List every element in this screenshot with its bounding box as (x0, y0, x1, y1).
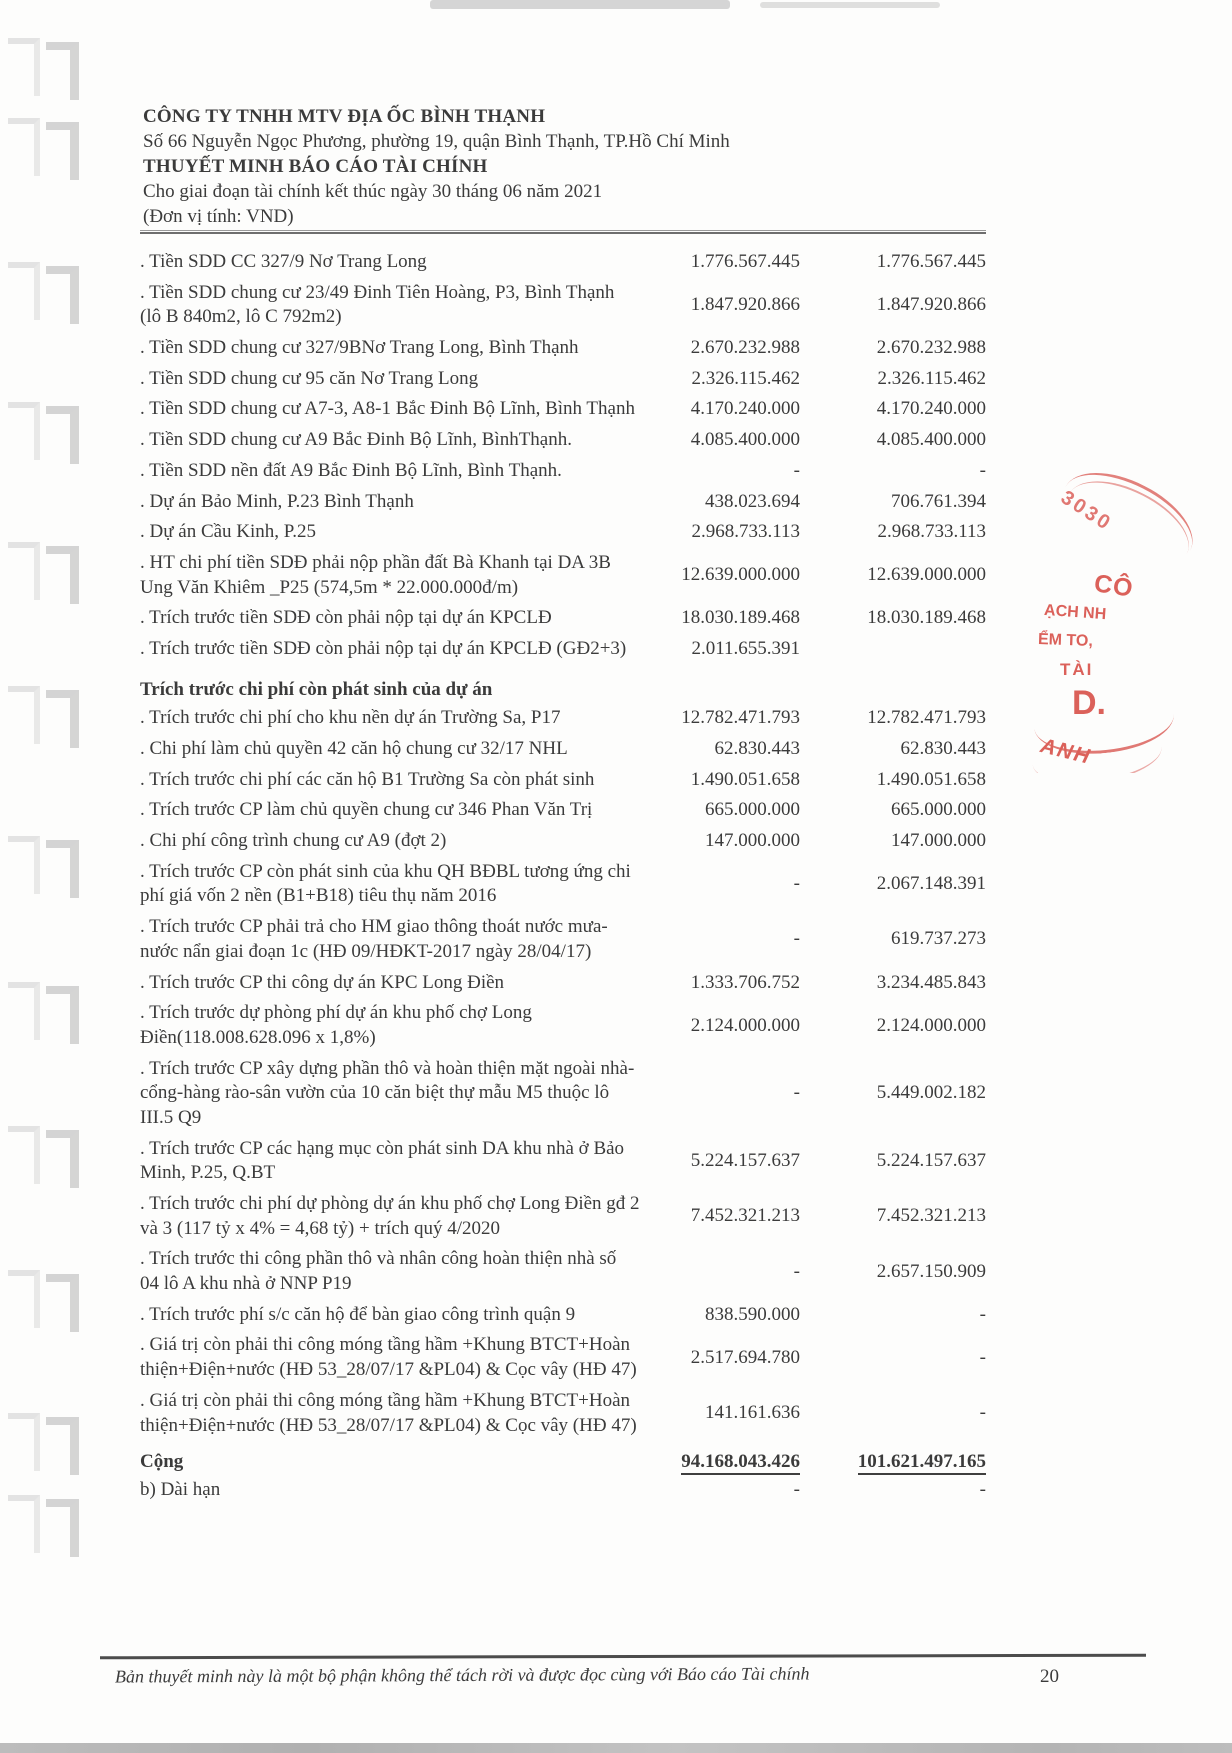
amount-col2: 62.830.443 (900, 738, 986, 759)
company-name: CÔNG TY TNHH MTV ĐỊA ỐC BÌNH THẠNH (143, 106, 546, 127)
amount-col2: 2.326.115.462 (877, 367, 986, 389)
row-label: . Tiền SDD nền đất A9 Bắc Đinh Bộ Lĩnh, Bình Thạnh. (140, 459, 562, 481)
amount-col2: 1.847.920.866 (876, 294, 986, 316)
stamp-text: 3030 (1056, 486, 1117, 536)
amount-col1: 12.782.471.793 (681, 707, 800, 729)
amount-col1: - (793, 459, 800, 481)
currency-unit: (Đơn vị tính: VND) (143, 206, 294, 227)
amount-col1: - (793, 1082, 800, 1104)
amount-col2: 7.452.321.213 (876, 1205, 986, 1227)
table-row (140, 703, 986, 734)
amount-col1: 2.968.733.113 (691, 521, 800, 543)
row-label: . Tiền SDD chung cư 327/9BNơ Trang Long, Bình Thạnh (140, 337, 579, 359)
amount-col2: 101.621.497.165 (800, 1450, 986, 1475)
amount-col1: 838.590.000 (705, 1303, 800, 1325)
table-row (140, 1244, 986, 1299)
row-label: . Trích trước phí s/c căn hộ để bàn giao công trình quận 9 (140, 1303, 576, 1325)
row-label: . Dự án Bảo Minh, P.23 Bình Thạnh (140, 490, 414, 512)
amount-col1: 4.170.240.000 (690, 398, 800, 420)
scan-smudge (760, 2, 940, 8)
table-row (140, 634, 986, 665)
amount-col2: 706.761.394 (891, 490, 986, 512)
row-label: . Dự án Cầu Kinh, P.25 (140, 521, 317, 543)
row-label: . Trích trước CP phải trả cho HM giao thông thoát nước mưa-nước nẩn giai đoạn 1c (HĐ 09/HĐKT-2017 ngày 28/04/17) (140, 916, 608, 962)
amount-col2: 2.657.150.909 (876, 1260, 986, 1282)
amount-col1: 4.085.400.000 (690, 429, 800, 451)
table-row (140, 247, 986, 278)
amount-col1: 1.333.706.752 (690, 971, 800, 993)
table-row (140, 826, 986, 857)
stamp-text: D. (1072, 684, 1106, 722)
red-audit-stamp (1032, 468, 1232, 773)
row-label: . Tiền SDD chung cư A9 Bắc Đinh Bộ Lĩnh, BìnhThạnh. (140, 429, 572, 451)
amount-col2: 619.737.273 (891, 928, 986, 950)
row-label: . Tiền SDD CC 327/9 Nơ Trang Long (140, 251, 427, 272)
stamp-text: CÔ (1092, 569, 1136, 603)
amount-col1: 2.326.115.462 (691, 367, 800, 389)
row-label: . Trích trước chi phí cho khu nền dự án Trường Sa, P17 (140, 707, 561, 729)
table-row (140, 765, 986, 796)
table-row (140, 278, 986, 333)
table-row (140, 1300, 986, 1331)
row-label: Cộng (140, 1451, 184, 1473)
amount-col1: - (793, 1478, 800, 1500)
row-label: . Chi phí làm chủ quyền 42 căn hộ chung cư 32/17 NHL (140, 738, 568, 759)
stamp-text: ỂM TO, (1037, 631, 1094, 650)
row-label: . Trích trước CP các hạng mục còn phát sinh DA khu nhà ở Bảo Minh, P.25, Q.BT (140, 1137, 625, 1184)
amount-col2: 2.670.232.988 (876, 337, 986, 359)
table-row (140, 1134, 986, 1189)
amount-col1: 62.830.443 (714, 738, 800, 759)
amount-col2: 2.968.733.113 (877, 521, 986, 543)
scan-edge-band (0, 1743, 1232, 1753)
amount-col1: 7.452.321.213 (690, 1205, 800, 1227)
amount-col2: - (979, 1346, 986, 1368)
amount-col1: 12.639.000.000 (681, 564, 800, 586)
amount-col1: 2.011.655.391 (691, 637, 800, 659)
table-row (140, 548, 986, 603)
report-title: THUYẾT MINH BÁO CÁO TÀI CHÍNH (143, 156, 488, 177)
table-row (140, 734, 986, 765)
row-label: . Tiền SDD chung cư 95 căn Nơ Trang Long (140, 367, 479, 389)
amount-col2: 2.067.148.391 (876, 873, 986, 895)
amount-col1: 1.776.567.445 (690, 251, 800, 272)
table-row (140, 394, 986, 425)
document-header (143, 104, 730, 229)
header-divider (140, 230, 986, 234)
amount-col2: 5.224.157.637 (876, 1149, 986, 1171)
row-label: . Tiền SDD chung cư A7-3, A8-1 Bắc Đinh Bộ Lĩnh, Bình Thạnh (140, 398, 635, 420)
table-row (140, 425, 986, 456)
amount-col2: - (979, 1303, 986, 1325)
table-row (140, 675, 986, 704)
amount-col2: 3.234.485.843 (876, 971, 986, 993)
table-row (140, 968, 986, 999)
amount-col1: 665.000.000 (705, 799, 800, 821)
table-row (140, 857, 986, 912)
table-row (140, 998, 986, 1053)
amount-col1: 1.847.920.866 (690, 294, 800, 316)
table-row (140, 795, 986, 826)
amount-col1: 141.161.636 (705, 1402, 800, 1424)
row-label: . Trích trước tiền SDĐ còn phải nộp tại dự án KPCLĐ (GĐ2+3) (140, 637, 627, 659)
amount-col2: - (979, 1402, 986, 1424)
row-label: . Trích trước dự phòng phí dự án khu phố chợ Long Điền(118.008.628.096 x 1,8%) (140, 1002, 532, 1048)
row-label: . Trích trước chi phí các căn hộ B1 Trường Sa còn phát sinh (140, 768, 595, 790)
amount-col2: 665.000.000 (891, 799, 986, 821)
amount-col2: 18.030.189.468 (867, 607, 986, 629)
table-row (140, 517, 986, 548)
table-row (140, 1447, 986, 1478)
footer-divider (100, 1654, 1146, 1660)
row-label: . Trích trước CP còn phát sinh của khu QH BĐBL tương ứng chi phí giá vốn 2 nền (B1+B18) tiêu thụ năm 2016 (140, 860, 631, 907)
table-row (140, 487, 986, 518)
row-label: . Giá trị còn phải thi công móng tầng hầm +Khung BTCT+Hoàn thiện+Điện+nước (HĐ 53_28/07/17 &PL04) & Cọc vây (HĐ 47) (140, 1389, 637, 1436)
amount-col2: 1.490.051.658 (876, 768, 986, 790)
row-label: b) Dài hạn (140, 1478, 221, 1500)
row-label: . Trích trước CP thi công dự án KPC Long Điền (140, 971, 505, 993)
amount-col1: - (793, 928, 800, 950)
row-label: . Trích trước tiền SDĐ còn phải nộp tại dự án KPCLĐ (140, 607, 552, 629)
row-label: . Giá trị còn phải thi công móng tầng hầm +Khung BTCT+Hoàn thiện+Điện+nước (HĐ 53_28/07/17 &PL04) & Cọc vây (HĐ 47) (140, 1334, 637, 1381)
footer-note: Bản thuyết minh này là một bộ phận không thể tách rời và được đọc cùng với Báo cáo Tài chính (114, 1663, 810, 1687)
amount-col1: 5.224.157.637 (690, 1149, 800, 1171)
report-period: Cho giai đoạn tài chính kết thúc ngày 30 tháng 06 năm 2021 (143, 181, 603, 202)
amount-col2: 12.639.000.000 (867, 564, 986, 586)
row-label: . Trích trước chi phí dự phòng dự án khu phố chợ Long Điền gđ 2 và 3 (117 tỷ x 4% = 4,68 tỷ) + trích quý 4/2020 (140, 1193, 640, 1239)
amount-col1: - (793, 1260, 800, 1282)
row-label: . Trích trước thi công phần thô và nhân công hoàn thiện nhà số 04 lô A khu nhà ở NNP P19 (140, 1248, 617, 1295)
stamp-text: ANH (1038, 734, 1094, 769)
notes-table (140, 247, 986, 1506)
amount-col2: 147.000.000 (891, 830, 986, 852)
row-label: . Tiền SDD chung cư 23/49 Đinh Tiên Hoàng, P3, Bình Thạnh (lô B 840m2, lô C 792m2) (140, 281, 615, 328)
table-row (140, 1386, 986, 1441)
table-row (140, 333, 986, 364)
company-address: Số 66 Nguyễn Ngọc Phương, phường 19, quận Bình Thạnh, TP.Hồ Chí Minh (143, 131, 730, 152)
amount-col1: 1.490.051.658 (690, 768, 800, 790)
amount-col1: 2.517.694.780 (690, 1346, 800, 1368)
table-row (140, 603, 986, 634)
amount-col1: 2.124.000.000 (690, 1014, 800, 1036)
stamp-text: TÀI (1060, 660, 1094, 679)
table-row (140, 1054, 986, 1134)
table-row (140, 456, 986, 487)
table-row (140, 912, 986, 967)
row-label: Trích trước chi phí còn phát sinh của dự án (140, 678, 493, 700)
row-label: . Chi phí công trình chung cư A9 (đợt 2) (140, 830, 447, 852)
amount-col1: 18.030.189.468 (681, 607, 800, 629)
amount-col1: 2.670.232.988 (690, 337, 800, 359)
amount-col1: - (793, 873, 800, 895)
amount-col1: 147.000.000 (705, 830, 800, 852)
table-row (140, 364, 986, 395)
amount-col1: 94.168.043.426 (640, 1450, 800, 1475)
table-row (140, 1478, 986, 1506)
row-label: . Trích trước CP xây dựng phần thô và hoàn thiện mặt ngoài nhà-cổng-hàng rào-sân vườn của 10 căn biệt thự mẫu M5 thuộc lô III.5 Q9 (140, 1057, 635, 1128)
amount-col1: 438.023.694 (705, 490, 800, 512)
amount-col2: 2.124.000.000 (876, 1014, 986, 1036)
amount-col2: 1.776.567.445 (876, 251, 986, 272)
page-number: 20 (1040, 1666, 1059, 1687)
amount-col2: 4.085.400.000 (876, 429, 986, 451)
stamp-text: ẠCH NH (1043, 601, 1107, 624)
table-row (140, 1189, 986, 1244)
row-label: . HT chi phí tiền SDĐ phải nộp phần đất Bà Khanh tại DA 3B Ung Văn Khiêm _P25 (574,5m * 22.000.000đ/m) (140, 551, 611, 598)
amount-col2: - (979, 1478, 986, 1500)
scan-smudge (430, 0, 730, 9)
amount-col2: 4.170.240.000 (876, 398, 986, 420)
row-label: . Trích trước CP làm chủ quyền chung cư 346 Phan Văn Trị (140, 799, 593, 821)
table-row (140, 1330, 986, 1385)
amount-col2: 5.449.002.182 (876, 1082, 986, 1104)
amount-col2: 12.782.471.793 (867, 707, 986, 729)
amount-col2: - (979, 459, 986, 481)
